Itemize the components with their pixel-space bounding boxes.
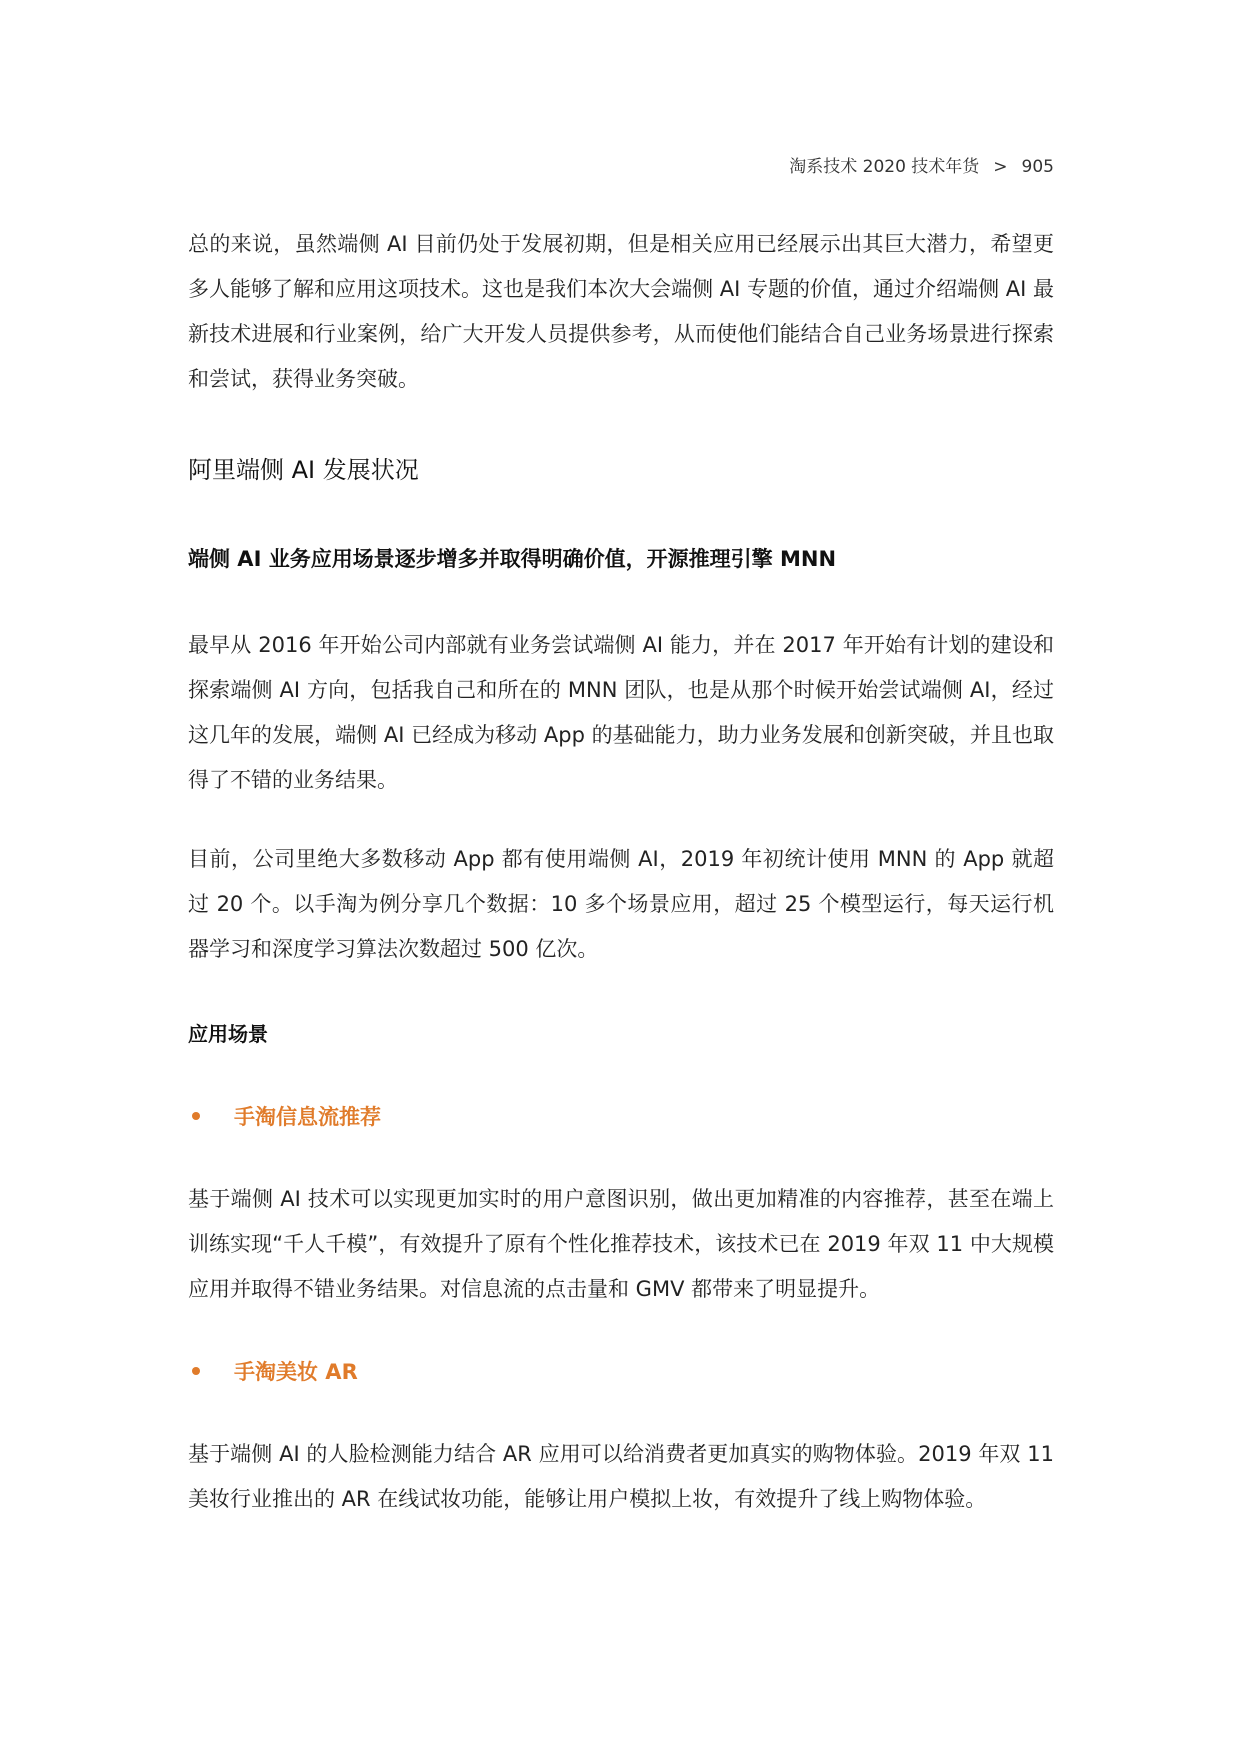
- bullet-dot-icon: [192, 1367, 200, 1375]
- header-title: 淘系技术 2020 技术年货: [789, 157, 980, 177]
- intro-paragraph: 总的来说，虽然端侧 AI 目前仍处于发展初期，但是相关应用已经展示出其巨大潜力，希望更多人能够了解和应用这项技术。这也是我们本次大会端侧 AI 专题的价值，通过介绍端侧 AI 最新技术进展和行业案例，给广大开发人员提供参考，从而使他们能结合自己业务场景进行探索和尝试，获得业务突破。: [188, 232, 1054, 391]
- bullet-label: 手淘信息流推荐: [234, 1105, 381, 1129]
- bullet-dot-icon: [192, 1112, 200, 1120]
- bullet-label: 手淘美妆 AR: [234, 1360, 358, 1384]
- paragraph-1: 最早从 2016 年开始公司内部就有业务尝试端侧 AI 能力，并在 2017 年开始有计划的建设和探索端侧 AI 方向，包括我自己和所在的 MNN 团队，也是从那个时候开始尝试端侧 AI，经过这几年的发展，端侧 AI 已经成为移动 App 的基础能力，助力业务发展和创新突破，并且也取得了不错的业务结果。: [188, 633, 1054, 792]
- page-content: [188, 222, 1054, 1522]
- bullet-item-beauty-ar: [188, 1356, 1054, 1386]
- paragraph-2: 目前，公司里绝大多数移动 App 都有使用端侧 AI，2019 年初统计使用 MNN 的 App 就超过 20 个。以手淘为例分享几个数据：10 多个场景应用，超过 25 个模型运行，每天运行机器学习和深度学习算法次数超过 500 亿次。: [188, 847, 1054, 961]
- bullet-1-body: 基于端侧 AI 技术可以实现更加实时的用户意图识别，做出更加精准的内容推荐，甚至在端上训练实现“千人千模”，有效提升了原有个性化推荐技术，该技术已在 2019 年双 11 中大规模应用并取得不错业务结果。对信息流的点击量和 GMV 都带来了明显提升。: [188, 1187, 1054, 1301]
- subsection-title: 端侧 AI 业务应用场景逐步增多并取得明确价值，开源推理引擎 MNN: [188, 547, 837, 571]
- section-title: 阿里端侧 AI 发展状况: [188, 456, 419, 484]
- page-number: 905: [1021, 157, 1054, 177]
- bullet-item-feed-recommendation: [188, 1101, 1054, 1131]
- page-header: [789, 152, 1054, 177]
- scenarios-title: 应用场景: [188, 1022, 268, 1046]
- header-separator: >: [993, 157, 1008, 177]
- bullet-2-body: 基于端侧 AI 的人脸检测能力结合 AR 应用可以给消费者更加真实的购物体验。2019 年双 11 美妆行业推出的 AR 在线试妆功能，能够让用户模拟上妆，有效提升了线上购物体验。: [188, 1442, 1054, 1511]
